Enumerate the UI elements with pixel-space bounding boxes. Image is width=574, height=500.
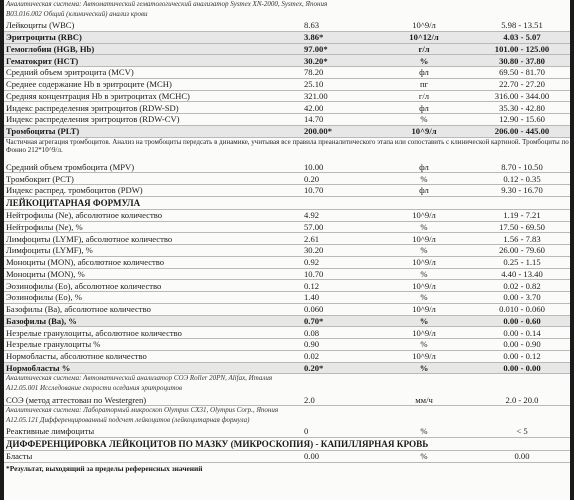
test-value: 10.70 xyxy=(304,268,324,279)
result-row xyxy=(4,339,570,351)
result-row xyxy=(4,79,570,91)
test-value: 0.060 xyxy=(304,304,324,315)
result-row xyxy=(4,210,570,222)
test-unit: пг xyxy=(419,79,429,90)
test-unit: 10^9/л xyxy=(412,257,436,268)
test-reference: 0.00 - 0.60 xyxy=(503,315,541,326)
microscope-note: Аналитическая система: Лабораторный микроскоп Olympus CX31, Olympus Corp., Япония xyxy=(6,406,279,414)
test-name: Эозинофилы (Eo), % xyxy=(6,292,82,303)
test-unit: % xyxy=(420,173,428,184)
result-row xyxy=(4,316,570,328)
test-value: 200.00* xyxy=(304,126,332,137)
test-reference: 4.03 - 5.07 xyxy=(503,32,541,43)
test-unit: % xyxy=(419,362,429,373)
test-value: 0.08 xyxy=(304,327,320,338)
test-unit: 10^9/л xyxy=(412,210,436,221)
test-reference: 316.00 - 344.00 xyxy=(494,90,550,101)
test-value: 78.20 xyxy=(304,67,324,78)
test-unit: 10^9/л xyxy=(411,126,437,137)
result-row xyxy=(4,185,570,197)
test-value: 10.70 xyxy=(304,185,324,196)
test-name: Тромбокрит (PCT) xyxy=(6,173,74,184)
result-row xyxy=(4,32,570,44)
platelet-table xyxy=(4,162,570,197)
test-name: Базофилы (Ba), абсолютное количество xyxy=(6,304,151,315)
test-name: Лейкоциты (WBC) xyxy=(6,20,75,31)
test-reference: 0.02 - 0.82 xyxy=(503,280,541,291)
test-unit: 10^9/л xyxy=(412,20,436,31)
cbc-table xyxy=(4,20,570,138)
test-value: 10.00 xyxy=(304,161,324,172)
test-name: Бласты xyxy=(6,451,33,462)
test-unit: фл xyxy=(419,102,429,113)
test-reference: 0.00 - 0.14 xyxy=(503,327,541,338)
test-reference: 17.50 - 69.50 xyxy=(499,221,545,232)
test-name: Незрелые гранулоциты, абсолютное количество xyxy=(6,327,182,338)
test-unit: % xyxy=(420,114,428,125)
test-name: Моноциты (MON), % xyxy=(6,268,85,279)
test-unit: г/л xyxy=(418,43,430,54)
test-unit: % xyxy=(419,315,429,326)
leukocyte-formula-heading: ЛЕЙКОЦИТАРНАЯ ФОРМУЛА xyxy=(4,197,570,210)
test-reference: 0.010 - 0.060 xyxy=(499,304,545,315)
result-row xyxy=(4,451,570,463)
result-row xyxy=(4,269,570,281)
test-value: 30.20* xyxy=(304,55,328,66)
test-reference: 26.00 - 79.60 xyxy=(499,245,545,256)
test-value: 0.20 xyxy=(304,173,320,184)
test-name: Незрелые гранулоциты % xyxy=(6,339,101,350)
microscope-code-note: A12.05.121 Дифференцированный подсчет лейкоцитов (лейкоцитарная формула) xyxy=(6,416,250,424)
result-row xyxy=(4,351,570,363)
result-row xyxy=(4,363,570,375)
result-row xyxy=(4,327,570,339)
test-value: 0.92 xyxy=(304,257,320,268)
test-reference: 0.00 - 0.00 xyxy=(503,362,541,373)
test-unit: 10^9/л xyxy=(412,327,436,338)
result-row xyxy=(4,67,570,79)
test-unit: % xyxy=(420,451,428,462)
test-name: Индекс распределения эритроцитов (RDW-SD) xyxy=(6,102,179,113)
test-unit: 10^9/л xyxy=(412,351,436,362)
result-row xyxy=(4,426,570,438)
result-row xyxy=(4,162,570,174)
test-name: Нейтрофилы (Ne), абсолютное количество xyxy=(6,210,163,221)
test-reference: 0.00 - 3.70 xyxy=(503,292,541,303)
result-row xyxy=(4,292,570,304)
test-name: Эритроциты (RBC) xyxy=(6,32,82,43)
test-unit: мм/ч xyxy=(415,394,433,405)
result-row xyxy=(4,257,570,269)
test-name: Эозинофилы (Eo), абсолютное количество xyxy=(6,280,162,291)
test-value: 2.61 xyxy=(304,233,320,244)
esr-table xyxy=(4,394,570,406)
test-unit: 10^12/л xyxy=(409,32,439,43)
analyzer-note: Аналитическая система: Автоматический гематологический анализатор Sysmex XN-2000, Sysmex, Япония xyxy=(6,0,328,8)
test-reference: 30.80 - 37.80 xyxy=(499,55,545,66)
test-name: Нейтрофилы (Ne), % xyxy=(6,221,83,232)
result-row xyxy=(4,245,570,257)
test-name: Гемоглобин (HGB, Hb) xyxy=(6,43,95,54)
test-reference: 22.70 - 27.20 xyxy=(499,79,545,90)
test-unit: 10^9/л xyxy=(412,280,436,291)
test-reference: 4.40 - 13.40 xyxy=(501,268,543,279)
test-reference: 12.90 - 15.60 xyxy=(499,114,545,125)
test-name: Средний объем тромбоцита (MPV) xyxy=(6,161,135,172)
result-row xyxy=(4,44,570,56)
result-row xyxy=(4,126,570,138)
test-reference: 1.19 - 7.21 xyxy=(503,210,541,221)
test-name: Лимфоциты (LYMF), % xyxy=(6,245,93,256)
test-name: Нормобласты, абсолютное количество xyxy=(6,351,147,362)
lab-report-sheet xyxy=(4,0,570,500)
test-unit: фл xyxy=(419,185,429,196)
test-unit: % xyxy=(420,221,428,232)
test-value: 0.20* xyxy=(304,362,324,373)
test-value: 8.63 xyxy=(304,20,320,31)
test-reference: 0.00 - 0.12 xyxy=(503,351,541,362)
test-value: 4.92 xyxy=(304,210,320,221)
test-value: 42.00 xyxy=(304,102,324,113)
test-value: 14.70 xyxy=(304,114,324,125)
result-row xyxy=(4,102,570,114)
result-row xyxy=(4,91,570,103)
test-value: 0.90 xyxy=(304,339,320,350)
test-value: 30.20 xyxy=(304,245,324,256)
test-value: 321.00 xyxy=(304,90,328,101)
test-reference: 0.00 - 0.90 xyxy=(503,339,541,350)
test-unit: % xyxy=(420,339,428,350)
analysis-code-note: B03.016.002 Общий (клинический) анализ крови xyxy=(6,10,148,18)
test-reference: 1.56 - 7.83 xyxy=(503,233,541,244)
test-value: 3.86* xyxy=(304,32,324,43)
test-reference: 9.30 - 16.70 xyxy=(501,185,543,196)
test-name: Средняя концентрация Hb в эритроцитах (MCHC) xyxy=(6,90,190,101)
test-value: 97.00* xyxy=(304,43,328,54)
test-value: 0 xyxy=(304,426,309,437)
test-value: 57.00 xyxy=(304,221,324,232)
test-reference: < 5 xyxy=(516,426,528,437)
reactive-lymph-table xyxy=(4,426,570,438)
test-unit: фл xyxy=(419,161,429,172)
leukocyte-table xyxy=(4,210,570,375)
result-row xyxy=(4,55,570,67)
test-reference: 69.50 - 81.70 xyxy=(499,67,545,78)
result-row xyxy=(4,173,570,185)
result-row xyxy=(4,394,570,406)
test-reference: 2.0 - 20.0 xyxy=(505,394,539,405)
test-reference: 0.00 xyxy=(514,451,530,462)
result-row xyxy=(4,114,570,126)
result-row xyxy=(4,304,570,316)
test-value: 0.12 xyxy=(304,280,320,291)
test-name: Гематокрит (HCT) xyxy=(6,55,79,66)
test-name: Тромбоциты (PLT) xyxy=(6,126,80,137)
test-reference: 0.12 - 0.35 xyxy=(503,173,541,184)
test-unit: % xyxy=(420,245,428,256)
test-name: Лимфоциты (LYMF), абсолютное количество xyxy=(6,233,173,244)
footnote: *Результат, выходящий за пределы референсных значений xyxy=(6,463,203,473)
test-name: Реактивные лимфоциты xyxy=(6,426,95,437)
test-unit: % xyxy=(419,55,429,66)
test-name: Средний объем эритроцита (MCV) xyxy=(6,67,134,78)
result-row xyxy=(4,280,570,292)
test-value: 1.40 xyxy=(304,292,320,303)
test-unit: % xyxy=(420,268,428,279)
test-reference: 101.00 - 125.00 xyxy=(494,43,550,54)
result-row xyxy=(4,233,570,245)
platelet-note: Частичная агрегация тромбоцитов. Анализ на тромбоциты передсать в динамике, учитывая все правила преаналитического этапа или сопоставить с клинической картиной. Тромбоциты по Фонио 212*10^9/л. xyxy=(6,137,569,154)
test-reference: 5.98 - 13.51 xyxy=(501,20,543,31)
test-name: Моноциты (MON), абсолютное количество xyxy=(6,257,165,268)
test-name: Среднее содержание Hb в эритроците (MCH) xyxy=(6,79,172,90)
test-unit: г/л xyxy=(418,90,430,101)
result-row xyxy=(4,20,570,32)
test-value: 25.10 xyxy=(304,79,324,90)
test-name: СОЭ (метод аттестован по Westergren) xyxy=(6,394,147,405)
test-unit: % xyxy=(420,292,428,303)
test-name: Нормобласты % xyxy=(6,362,71,373)
test-reference: 0.25 - 1.15 xyxy=(503,257,541,268)
test-reference: 206.00 - 445.00 xyxy=(494,126,550,137)
differential-heading: ДИФФЕРЕНЦИРОВКА ЛЕЙКОЦИТОВ ПО МАЗКУ (МИКРОСКОПИЯ) - КАПИЛЛЯРНАЯ КРОВЬ xyxy=(4,438,570,451)
esr-code-note: A12.05.001 Исследование скорости оседания эритроцитов xyxy=(6,384,183,393)
test-name: Индекс распределения эритроцитов (RDW-CV) xyxy=(6,114,180,125)
test-name: Базофилы (Ba), % xyxy=(6,315,77,326)
test-unit: % xyxy=(420,426,428,437)
result-row xyxy=(4,222,570,234)
test-value: 0.00 xyxy=(304,451,320,462)
test-unit: фл xyxy=(419,67,429,78)
test-value: 0.02 xyxy=(304,351,320,362)
esr-analyzer-note: Аналитическая система: Автоматический анализатор СОЭ Roller 20PN, Alifax, Италия xyxy=(6,374,273,383)
test-reference: 35.30 - 42.80 xyxy=(499,102,545,113)
test-unit: 10^9/л xyxy=(412,233,436,244)
test-reference: 8.70 - 10.50 xyxy=(501,161,543,172)
test-name: Индекс распред. тромбоцитов (PDW) xyxy=(6,185,143,196)
test-value: 2.0 xyxy=(304,394,315,405)
test-value: 0.70* xyxy=(304,315,324,326)
test-unit: 10^9/л xyxy=(412,304,436,315)
blasts-table xyxy=(4,451,570,463)
